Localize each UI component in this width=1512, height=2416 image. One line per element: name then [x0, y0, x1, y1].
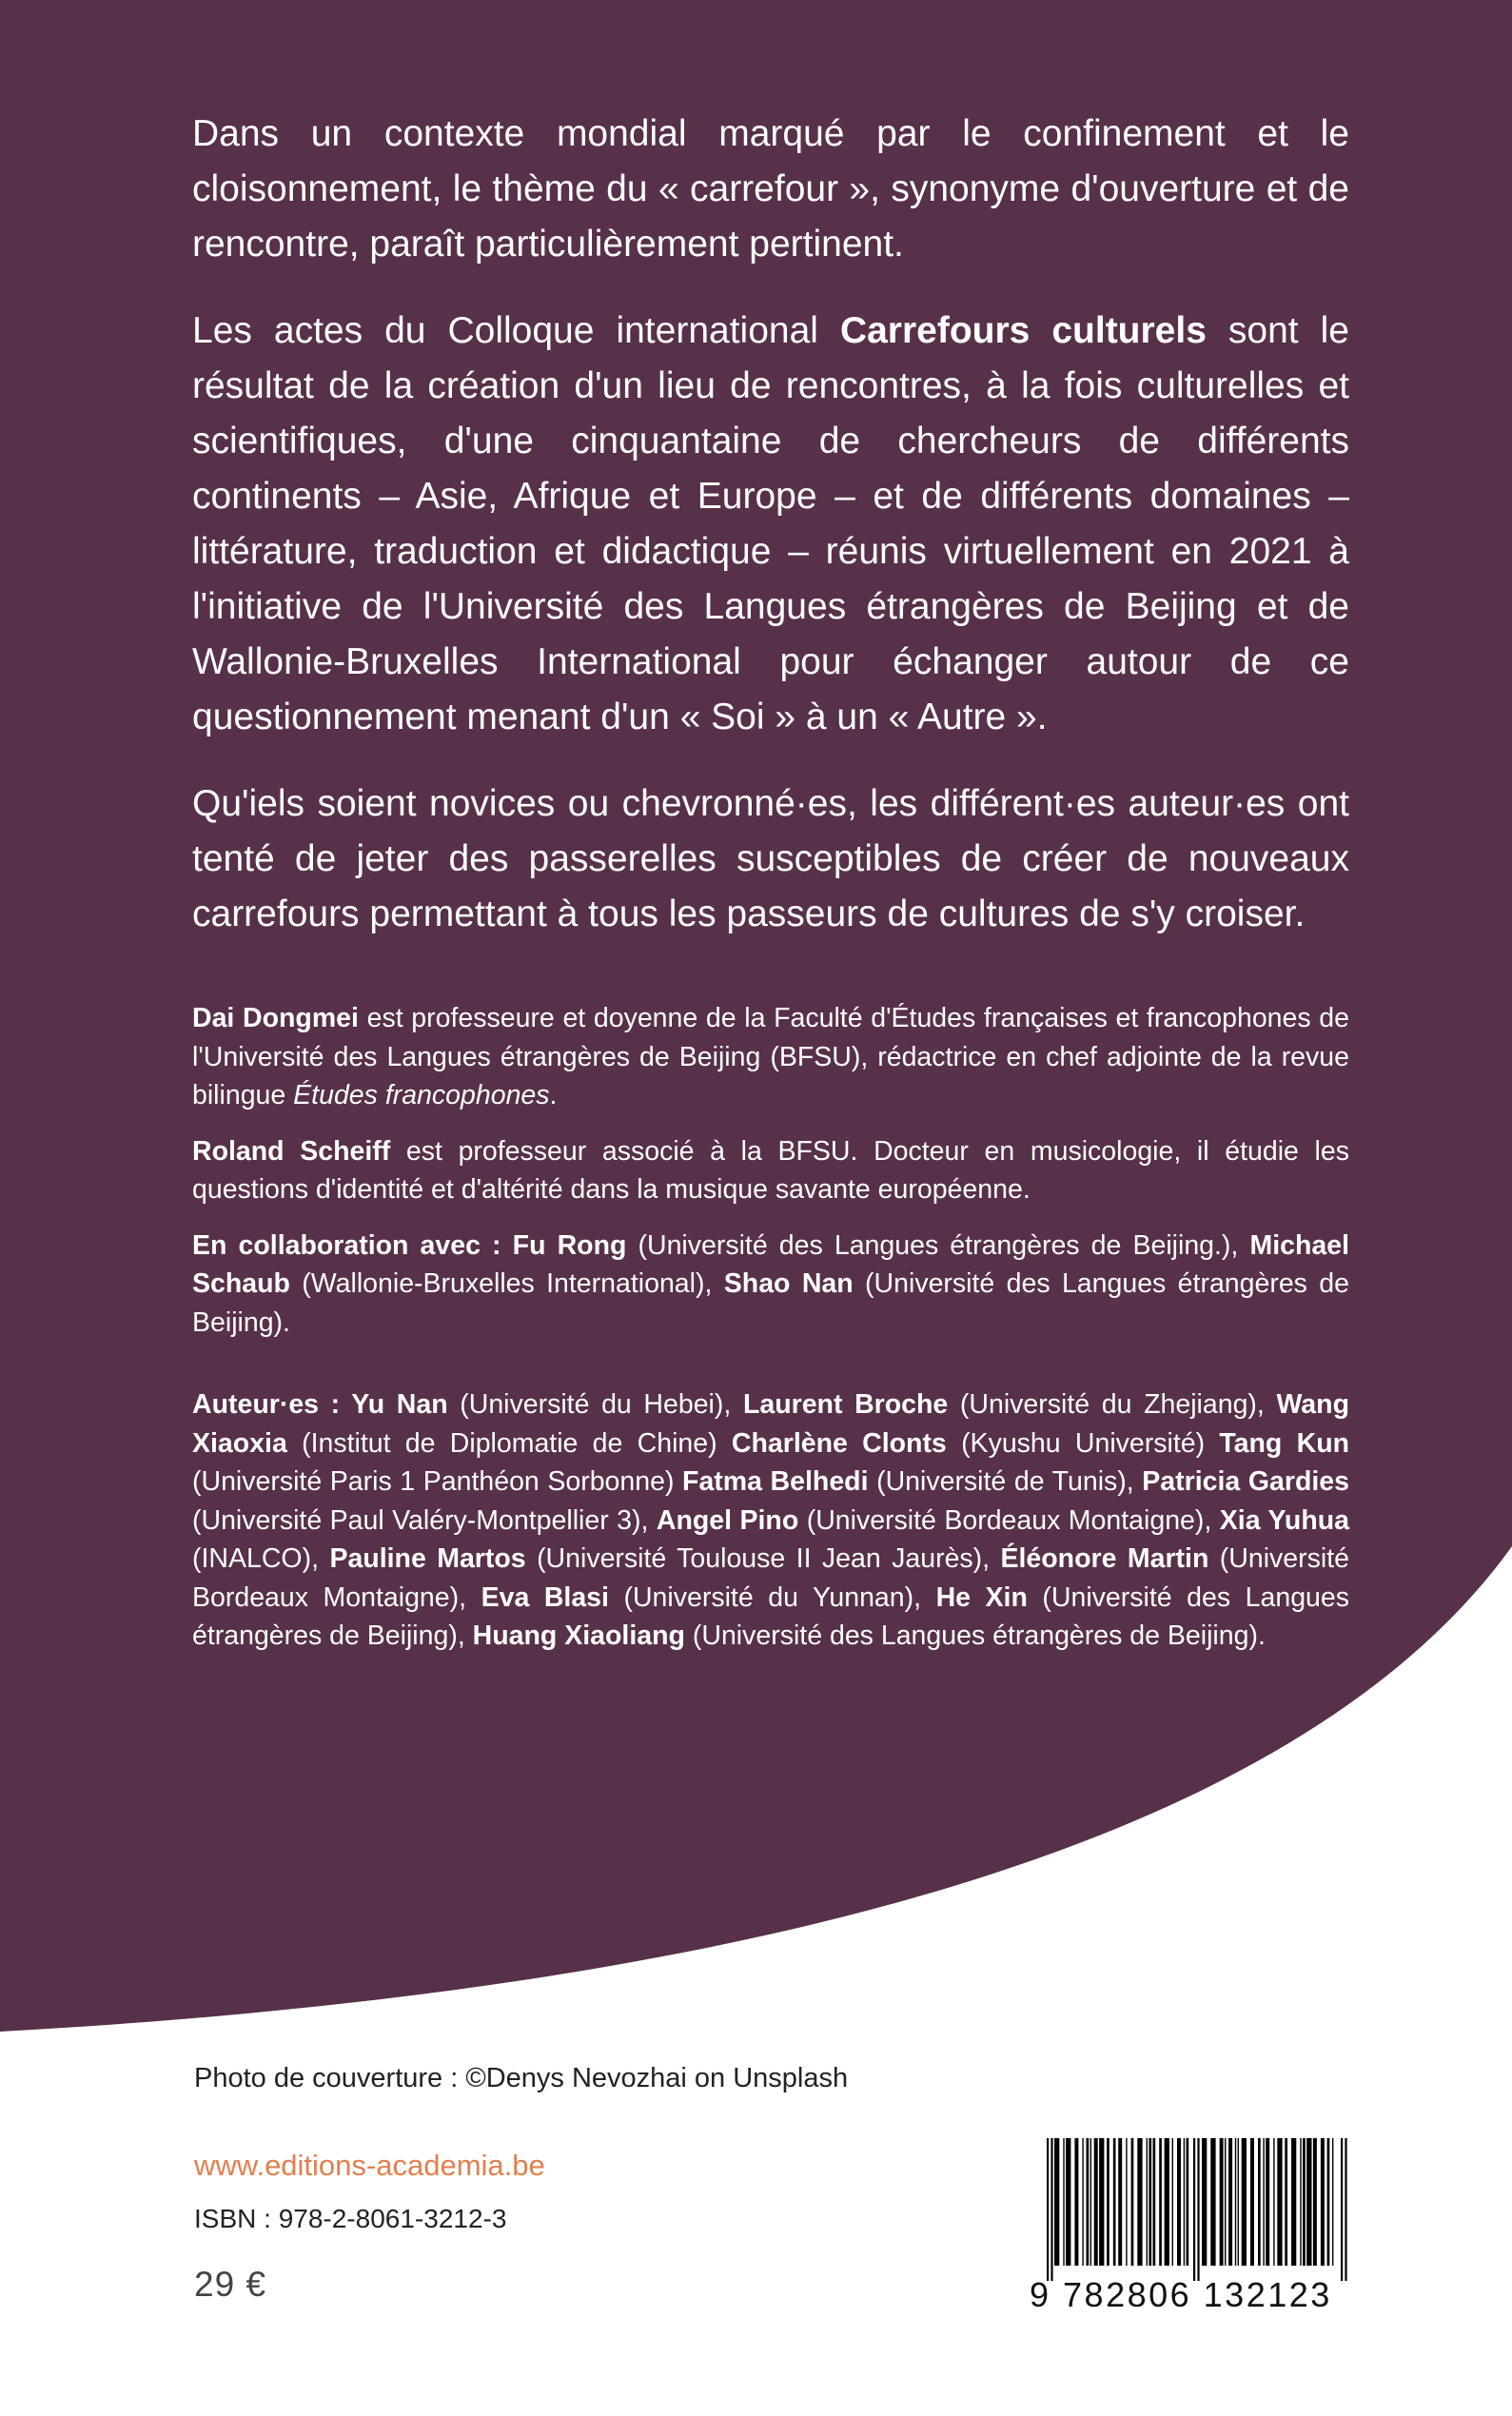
- barcode-bar: [1235, 2138, 1236, 2266]
- journal-title: Études francophones: [293, 1080, 550, 1110]
- barcode-bar: [1087, 2138, 1090, 2266]
- author-name: He Xin: [935, 1581, 1028, 1613]
- author-name: Patricia Gardies: [1142, 1466, 1349, 1497]
- author-name: Tang Kun: [1219, 1427, 1350, 1459]
- barcode-bar: [1258, 2138, 1261, 2266]
- colloquium-title: Carrefours culturels: [839, 310, 1207, 351]
- collab-name: Fu Rong: [512, 1229, 627, 1261]
- barcode-bar: [1184, 2138, 1185, 2266]
- author-affiliation: (Université du Hebei),: [447, 1389, 743, 1420]
- bio-roland-scheiff: [192, 1132, 1349, 1209]
- collab-affiliation: (Université des Langues étrangères de Beijing.),: [626, 1229, 1250, 1261]
- photo-credit: Photo de couverture : ©Denys Nevozhai on Unsplash: [194, 2063, 849, 2093]
- author-affiliation: (Université des Langues étrangères de Beijing).: [684, 1620, 1266, 1651]
- authors-label: Auteur·es :: [192, 1389, 352, 1420]
- barcode-bar: [1172, 2138, 1173, 2266]
- barcode-bar: [1066, 2138, 1070, 2266]
- barcode-bar: [1147, 2138, 1148, 2266]
- price: 29 €: [194, 2265, 267, 2304]
- author-affiliation: (Université Bordeaux Montaigne),: [192, 1543, 1349, 1613]
- editors-bios: [192, 999, 1349, 1673]
- barcode-bar: [1187, 2138, 1189, 2266]
- author-name: Angel Pino: [656, 1504, 799, 1536]
- barcode-bar: [1137, 2138, 1142, 2266]
- barcode-bar: [1131, 2138, 1134, 2266]
- author-name: Pauline Martos: [329, 1543, 526, 1574]
- barcode-bar: [1149, 2138, 1151, 2266]
- authors-names: [192, 1389, 1349, 1651]
- collab-name: Michael Schaub: [192, 1229, 1349, 1299]
- publisher-website[interactable]: www.editions-academia.be: [194, 2149, 545, 2182]
- barcode-bar: [1153, 2138, 1156, 2266]
- author-affiliation: (Université Toulouse II Jean Jaurès),: [525, 1543, 1001, 1574]
- author-name: Fatma Belhedi: [682, 1466, 869, 1497]
- barcode-bar: [1054, 2138, 1059, 2266]
- barcode-bar: [1159, 2138, 1162, 2266]
- barcode-guard-bar: [1047, 2138, 1049, 2281]
- barcode-bar: [1238, 2138, 1239, 2266]
- collab-affiliation: (Université des Langues étrangères de Beijing).: [192, 1268, 1350, 1338]
- blurb-p2-rest: sont le résultat de la création d'un lieu de rencontres, à la fois culturelles et scientifiques, d'une cinquantaine de chercheurs de différents continents – Asie, Afrique et Europe – et de différents domaines – littérature, traduction et didactique – réunis virtuellement en 2021 à l'initiative de l'Université des Langues étrangères de Beijing et de Wallonie-Bruxelles International pour échanger autour de ce questionnement menant d'un « Soi » à un « Autre ».: [192, 310, 1349, 737]
- blurb-p2-start: Les actes du Colloque international: [192, 310, 840, 351]
- barcode-bar: [1285, 2138, 1287, 2266]
- barcode-bar: [1228, 2138, 1232, 2266]
- barcode-bar: [1303, 2138, 1306, 2266]
- editor-name-scheiff: Roland Scheiff: [192, 1135, 391, 1167]
- barcode-bar: [1313, 2138, 1317, 2266]
- author-affiliation: (Université Bordeaux Montaigne),: [798, 1504, 1220, 1536]
- author-name: Eva Blasi: [481, 1581, 609, 1613]
- barcode-bar: [1165, 2138, 1169, 2266]
- collab-label: En collaboration avec :: [192, 1229, 513, 1261]
- barcode-bar: [1220, 2138, 1224, 2266]
- barcode-bar: [1263, 2138, 1264, 2266]
- barcode-bar: [1332, 2138, 1333, 2266]
- barcode-bar: [1291, 2138, 1296, 2266]
- blurb-paragraph-3: Qu'iels soient novices ou chevronné·es, les différent·es auteur·es ont tenté de jeter des passerelles susceptibles de créer de nouveaux carrefours permettant à tous les passeurs de cultures de s'y croiser.: [192, 783, 1349, 934]
- authors-list: [192, 1385, 1349, 1656]
- barcode-guard-bar: [1345, 2138, 1346, 2281]
- barcode-guard-bar: [1193, 2138, 1195, 2281]
- barcode-bar: [1074, 2138, 1078, 2266]
- blurb-paragraph-2: [192, 304, 1349, 745]
- barcode-bar: [1082, 2138, 1083, 2266]
- barcode-bar: [1273, 2138, 1274, 2266]
- author-name: Éléonore Martin: [1000, 1543, 1209, 1574]
- author-affiliation: (Université de Tunis),: [868, 1466, 1143, 1497]
- barcode-bar: [1177, 2138, 1181, 2266]
- author-affiliation: (Institut de Diplomatie de Chine): [286, 1427, 732, 1459]
- barcode-digits: 9 782806 132123: [1030, 2275, 1332, 2314]
- author-affiliation: (Université du Zhejiang),: [948, 1389, 1277, 1420]
- barcode-guard-bar: [1341, 2138, 1343, 2281]
- barcode-guard-bar: [1051, 2138, 1052, 2281]
- barcode-bar: [1099, 2138, 1104, 2266]
- barcode-bar: [1306, 2138, 1311, 2266]
- author-name: Yu Nan: [351, 1389, 448, 1420]
- barcode-bar: [1094, 2138, 1098, 2266]
- bio-dai-end: .: [549, 1080, 558, 1110]
- barcode-bar: [1090, 2138, 1091, 2266]
- barcode-bar: [1202, 2138, 1207, 2266]
- author-name: Charlène Clonts: [731, 1427, 947, 1459]
- collab-affiliation: (Wallonie-Bruxelles International),: [289, 1268, 724, 1299]
- author-affiliation: (INALCO),: [192, 1543, 330, 1574]
- blurb-paragraph-1: Dans un contexte mondial marqué par le confinement et le cloisonnement, le thème du « carrefour », synonyme d'ouverture et de rencontre, paraît particulièrement pertinent.: [192, 113, 1349, 265]
- barcode-bar: [1250, 2138, 1254, 2266]
- barcode-bar: [1327, 2138, 1330, 2266]
- barcode-bar: [1126, 2138, 1127, 2266]
- author-affiliation: (Université Paul Valéry-Montpellier 3),: [192, 1504, 657, 1536]
- barcode-bar: [1225, 2138, 1226, 2266]
- barcode-bar: [1300, 2138, 1301, 2266]
- author-name: Wang Xiaoxia: [192, 1389, 1349, 1459]
- isbn: ISBN : 978-2-8061-3212-3: [194, 2204, 507, 2233]
- barcode-bar: [1210, 2138, 1215, 2266]
- author-affiliation: (Université du Yunnan),: [608, 1581, 936, 1613]
- author-affiliation: (Université des Langues étrangères de Beijing),: [192, 1581, 1349, 1651]
- barcode-bar: [1063, 2138, 1064, 2266]
- barcode-guard-bar: [1197, 2138, 1199, 2281]
- bio-dai-dongmei: [192, 999, 1349, 1115]
- editor-name-dai: Dai Dongmei: [192, 1003, 359, 1033]
- author-name: Huang Xiaoliang: [472, 1620, 685, 1651]
- barcode-bars: [1047, 2138, 1347, 2281]
- author-name: Laurent Broche: [742, 1389, 949, 1420]
- collaborators: [192, 1227, 1349, 1343]
- bio-scheiff-text: est professeur associé à la BFSU. Docteur en musicologie, il étudie les questions d'identité et d'altérité dans la musique savante européenne.: [192, 1135, 1349, 1205]
- isbn-barcode: [1030, 2138, 1363, 2314]
- barcode-bar: [1113, 2138, 1116, 2266]
- bio-dai-text: est professeure et doyenne de la Faculté d'Études françaises et francophones de l'Université des Langues étrangères de Beijing (BFSU), rédactrice en chef adjointe de la revue bilingue: [192, 1003, 1349, 1110]
- author-affiliation: (Kyushu Université): [946, 1427, 1220, 1459]
- barcode-bar: [1107, 2138, 1109, 2266]
- author-affiliation: (Université Paris 1 Panthéon Sorbonne): [192, 1466, 683, 1497]
- barcode-bar: [1118, 2138, 1122, 2266]
- barcode-bar: [1321, 2138, 1325, 2266]
- back-cover-blurb: [192, 107, 1349, 973]
- barcode-bar: [1266, 2138, 1269, 2266]
- collab-name: Shao Nan: [723, 1268, 854, 1299]
- barcode-bar: [1277, 2138, 1282, 2266]
- barcode-bar: [1242, 2138, 1247, 2266]
- author-name: Xia Yuhua: [1219, 1504, 1349, 1536]
